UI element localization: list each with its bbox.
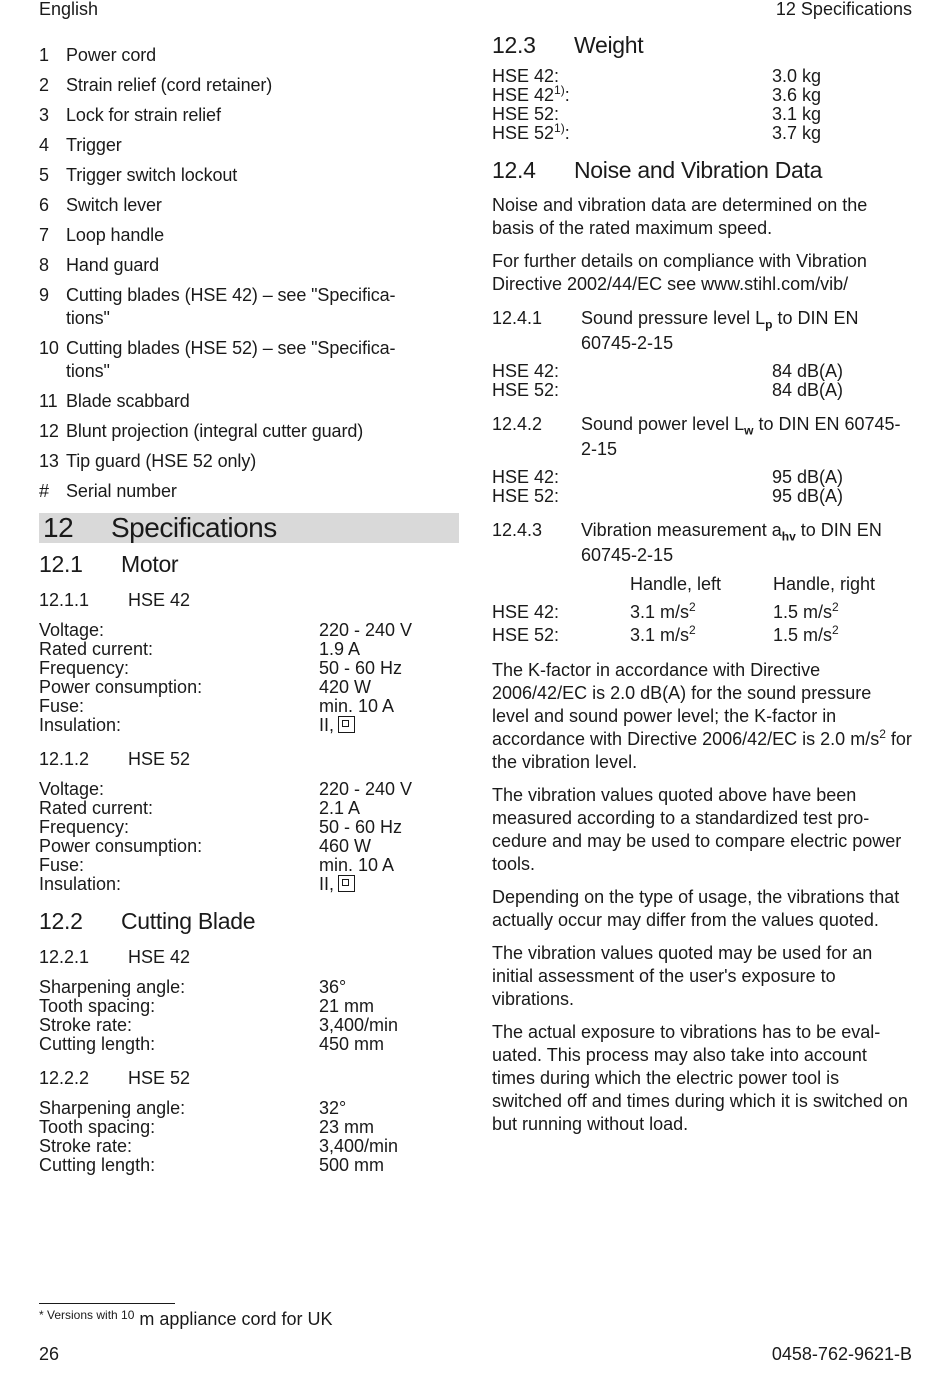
list-item: 6 Switch lever bbox=[39, 195, 162, 215]
paragraph: The vibration values quoted above have been measured according to a standardized test pro-cedure and may be used to compare electric power tools. bbox=[492, 785, 902, 874]
table-row: HSE 52: 84 dB(A) bbox=[492, 380, 844, 400]
heading-cutting-blade: 12.2 Cutting Blade bbox=[39, 908, 256, 934]
table-row: Fuse: min. 10 A bbox=[39, 696, 395, 716]
heading-noise-vibration: 12.4 Noise and Vibration Data bbox=[492, 157, 823, 183]
paragraph: The vibration values quoted may be used for an initial assessment of the user's exposure to vibrations. bbox=[492, 943, 873, 1009]
section-heading-specifications: 12 Specifications bbox=[39, 513, 459, 543]
table-row: Frequency: 50 - 60 Hz bbox=[39, 658, 403, 678]
paragraph-kfactor: The K-factor in accordance with Directive 2006/42/EC is 2.0 dB(A) for the sound pressure level and sound power level; the K-factor in accordance with Directive 2006/42/EC is 2.0 $m/s^2$ for the vibration level. bbox=[492, 660, 912, 772]
list-item: 3 Lock for strain relief bbox=[39, 105, 221, 125]
table-row: Insulation: II, bbox=[39, 716, 459, 735]
heading-blade-hse42: 12.2.1 HSE 42 bbox=[39, 947, 191, 967]
table-row: Cutting length: 450 mm bbox=[39, 1034, 385, 1054]
page-number: 26 bbox=[39, 1344, 60, 1364]
list-item: 1 Power cord bbox=[39, 45, 157, 65]
table-row: Frequency: 50 - 60 Hz bbox=[39, 817, 403, 837]
footnote-rule bbox=[39, 1303, 175, 1304]
spec-table-motor-hse52 bbox=[39, 780, 459, 894]
heading-blade-hse52: 12.2.2 HSE 52 bbox=[39, 1068, 191, 1088]
vibration-table bbox=[492, 574, 912, 647]
table-row: Tooth spacing: 23 mm bbox=[39, 1117, 375, 1137]
paragraph: Depending on the type of usage, the vibrations that actually occur may differ from the values quoted. bbox=[492, 887, 900, 930]
table-header: Handle, left Handle, right bbox=[630, 574, 876, 594]
heading-sound-pressure: 12.4.1 Sound pressure level $L_p$ to DIN EN 60745-2-15 bbox=[492, 308, 859, 353]
spec-table-sound-pressure bbox=[492, 362, 912, 400]
table-row: HSE 52: 3.1 kg bbox=[492, 104, 822, 124]
paragraph: For further details on compliance with Vibration Directive 2002/44/EC see www.stihl.com/vib/ bbox=[492, 251, 867, 294]
table-row: HSE 42: 3.1 $m/s^2$ 1.5 $m/s^2$ bbox=[492, 600, 839, 622]
paragraph: Noise and vibration data are determined on the basis of the rated maximum speed. bbox=[492, 195, 868, 238]
heading-motor: 12.1 Motor bbox=[39, 551, 179, 577]
table-row: Voltage: 220 - 240 V bbox=[39, 779, 413, 799]
heading-motor-hse52: 12.1.2 HSE 52 bbox=[39, 749, 191, 769]
parts-legend bbox=[39, 44, 459, 503]
double-insulation-icon bbox=[338, 716, 355, 733]
spec-table-blade-hse42 bbox=[39, 978, 459, 1054]
table-row: HSE 42: 3.0 kg bbox=[492, 66, 822, 86]
document-code: 0458-762-9621-B bbox=[771, 1344, 912, 1364]
table-row: Stroke rate: 3,400/min bbox=[39, 1136, 399, 1156]
spec-table-weight bbox=[492, 67, 912, 143]
list-item: # Serial number bbox=[39, 481, 177, 501]
list-item: 4 Trigger bbox=[39, 135, 122, 155]
table-row: Fuse: min. 10 A bbox=[39, 855, 395, 875]
table-row: HSE 52$^{1)}$: 3.7 kg bbox=[492, 121, 822, 143]
table-row: HSE 42$^{1)}$: 3.6 kg bbox=[492, 83, 822, 105]
spec-table-sound-power bbox=[492, 468, 912, 506]
footnote: $^{* Versions with 10}$ m appliance cord for UK bbox=[39, 1308, 333, 1329]
right-column bbox=[492, 32, 912, 1146]
table-row: Tooth spacing: 21 mm bbox=[39, 996, 375, 1016]
header-section: 12 Specifications bbox=[775, 0, 912, 19]
list-item: 12 Blunt projection (integral cutter guard) bbox=[39, 421, 364, 441]
list-item: 11 Blade scabbard bbox=[39, 391, 190, 411]
table-row: Insulation: II, bbox=[39, 875, 459, 894]
list-item: 5 Trigger switch lockout bbox=[39, 165, 238, 185]
table-row: Power consumption: 460 W bbox=[39, 836, 372, 856]
spec-table-motor-hse42 bbox=[39, 621, 459, 735]
list-item: 8 Hand guard bbox=[39, 255, 160, 275]
table-row: Cutting length: 500 mm bbox=[39, 1155, 385, 1175]
heading-vibration: 12.4.3 Vibration measurement $a_{hv}$ to DIN EN 60745-2-15 bbox=[492, 520, 882, 565]
spec-table-blade-hse52 bbox=[39, 1099, 459, 1175]
table-row: Sharpening angle: 32° bbox=[39, 1098, 347, 1118]
list-item: 9 Cutting blades (HSE 42) – see "Specifica-tions" bbox=[39, 285, 396, 328]
list-item: 7 Loop handle bbox=[39, 225, 164, 245]
double-insulation-icon bbox=[338, 875, 355, 892]
table-row: HSE 52: 3.1 $m/s^2$ 1.5 $m/s^2$ bbox=[492, 623, 839, 645]
table-row: HSE 42: 84 dB(A) bbox=[492, 361, 844, 381]
table-row: Stroke rate: 3,400/min bbox=[39, 1015, 399, 1035]
list-item: 2 Strain relief (cord retainer) bbox=[39, 75, 273, 95]
table-row: Rated current: 2.1 A bbox=[39, 798, 361, 818]
table-row: Rated current: 1.9 A bbox=[39, 639, 361, 659]
header-language: English bbox=[39, 0, 99, 19]
heading-weight: 12.3 Weight bbox=[492, 32, 644, 58]
table-row: Power consumption: 420 W bbox=[39, 677, 372, 697]
table-row: HSE 52: 95 dB(A) bbox=[492, 486, 844, 506]
list-item: 13 Tip guard (HSE 52 only) bbox=[39, 451, 257, 471]
table-row: HSE 42: 95 dB(A) bbox=[492, 467, 844, 487]
table-row: Voltage: 220 - 240 V bbox=[39, 620, 413, 640]
list-item: 10 Cutting blades (HSE 52) – see "Specifica-tions" bbox=[39, 338, 396, 381]
paragraph: The actual exposure to vibrations has to be eval-uated. This process may also take into account times during which the electric power tool is switched off and times during which it is switched on but running without load. bbox=[492, 1022, 908, 1134]
heading-sound-power: 12.4.2 Sound power level $L_w$ to DIN EN 60745-2-15 bbox=[492, 414, 901, 459]
heading-motor-hse42: 12.1.1 HSE 42 bbox=[39, 590, 191, 610]
table-row: Sharpening angle: 36° bbox=[39, 977, 347, 997]
left-column bbox=[39, 44, 459, 1175]
